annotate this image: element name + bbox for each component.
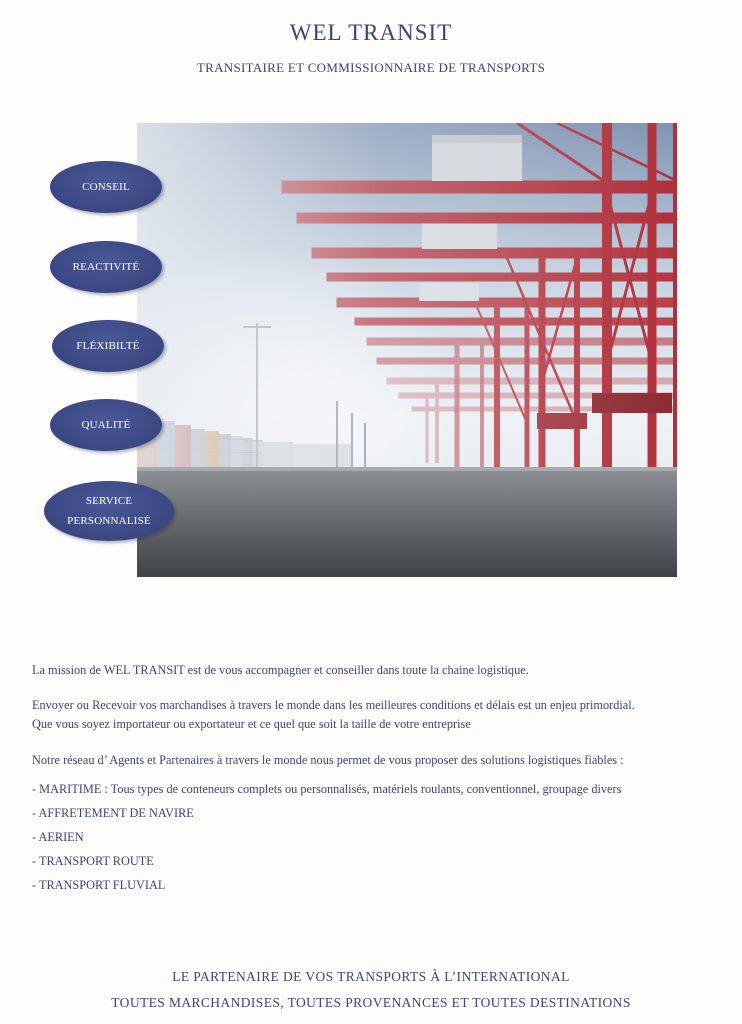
pill-label: PERSONNALISÉ (67, 515, 151, 527)
value-pill-reactivite (50, 241, 162, 293)
footer-tagline: LE PARTENAIRE DE VOS TRANSPORTS À L’INTERNATIONAL (172, 969, 570, 984)
pill-label: SERVICE (85, 495, 133, 507)
value-pill-service-personnalise (44, 481, 174, 541)
footer-tagline-2: TOUTES MARCHANDISES, TOUTES PROVENANCES ET TOUTES DESTINATIONS (111, 995, 631, 1010)
paragraph-line: Que vous soyez importateur ou exportateur et ce quel que soit la taille de votre entreprise (32, 717, 471, 731)
service-item: - MARITIME : Tous types de conteneurs complets ou personnalisés, matériels roulants, conventionnel, groupage divers (32, 782, 622, 796)
pill-label: REACTIVITÉ (72, 261, 140, 273)
company-title: WEL TRANSIT (289, 20, 453, 45)
pill-label: QUALITÉ (81, 419, 131, 431)
value-pill-qualite (50, 399, 162, 451)
value-pill-conseil (50, 161, 162, 213)
value-pill-flexibilite (52, 320, 164, 372)
network-statement: Notre réseau d’ Agents et Partenaires à travers le monde nous permet de vous proposer des solutions logistiques fiables : (32, 753, 624, 767)
paragraph-line: Envoyer ou Recevoir vos marchandises à travers le monde dans les meilleures conditions et délais est un enjeu primordial. (32, 698, 635, 712)
service-item: - AERIEN (32, 830, 84, 844)
service-item: - AFFRETEMENT DE NAVIRE (32, 806, 194, 820)
service-item: - TRANSPORT ROUTE (32, 854, 154, 868)
company-subtitle: TRANSITAIRE ET COMMISSIONNAIRE DE TRANSPORTS (196, 60, 546, 75)
port-cranes-illustration (137, 123, 677, 577)
service-item: - TRANSPORT FLUVIAL (32, 878, 166, 892)
mission-statement: La mission de WEL TRANSIT est de vous accompagner et conseiller dans toute la chaine logistique. (32, 663, 529, 677)
hero-port-image (137, 123, 677, 577)
pill-label: CONSEIL (82, 181, 130, 193)
pill-label: FLÉXIBILTÉ (76, 340, 140, 352)
